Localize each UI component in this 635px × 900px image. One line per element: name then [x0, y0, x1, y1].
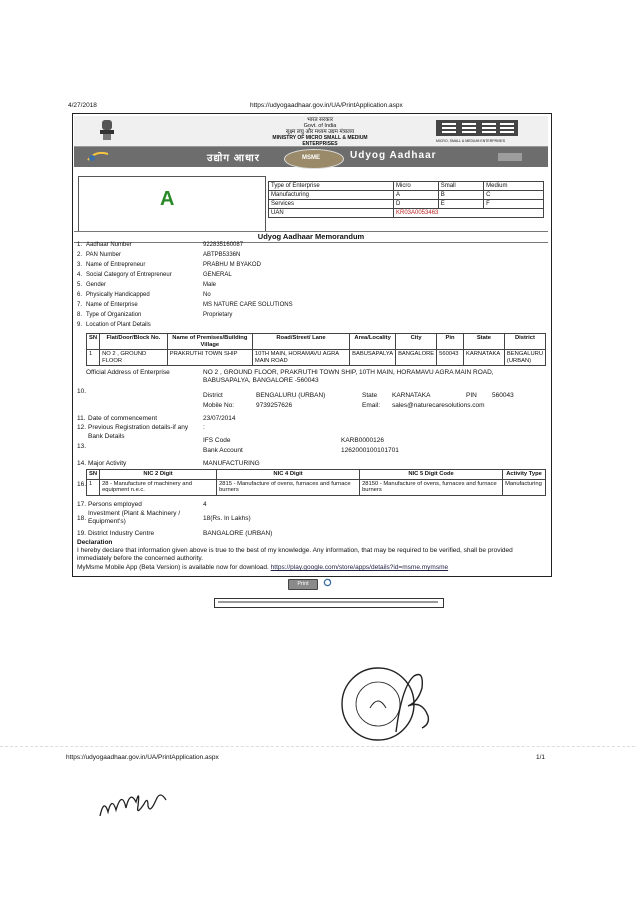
field-label: Aadhaar Number: [86, 242, 132, 248]
field-value: GENERAL: [203, 272, 232, 278]
field-label: Location of Plant Details: [86, 322, 151, 328]
app-note: [77, 564, 543, 572]
field-number: 4.: [77, 272, 83, 278]
bank-account-value: 1262000100101701: [341, 447, 399, 454]
ifs-value: KARB0000126: [341, 437, 385, 444]
field-number: 5.: [77, 282, 83, 288]
national-emblem-icon: [96, 118, 118, 142]
table-row: [87, 479, 546, 495]
table-cell: Type of Enterprise: [269, 182, 394, 191]
field-number: 7.: [77, 302, 83, 308]
bank-account-label: Bank Account: [203, 447, 243, 454]
table-cell: 560043: [437, 350, 464, 366]
table-cell: 1: [87, 350, 100, 366]
dic-num: 19.: [77, 530, 87, 537]
mobile-value: 9739257626: [256, 402, 293, 409]
table-header: Area/Locality: [350, 334, 396, 350]
official-address: NO 2 , GROUND FLOOR, PRAKRUTHI TOWN SHIP, 10TH MAIN, HORAMAVU AGRA MAIN ROAD, BABUSAPALYA, BANGALORE -560043: [203, 369, 494, 384]
enterprise-type-table: [268, 181, 544, 218]
app-download-link[interactable]: https://play.google.com/store/apps/details?id=msme.mymsme: [270, 564, 449, 571]
table-header: SN: [87, 334, 100, 350]
memorandum-title: Udyog Aadhaar Memorandum: [74, 231, 548, 243]
field-value: 922835160087: [203, 242, 244, 248]
app-note-text: MyMsme Mobile App (Beta Version) is available now for download.: [77, 564, 269, 571]
plant-location-table: [86, 333, 546, 366]
print-date: 4/27/2018: [68, 102, 97, 109]
major-activity-label: Major Activity: [88, 460, 127, 467]
table-header-row: [87, 334, 546, 350]
banner-badge-text: MSME: [302, 155, 320, 161]
field-number: 3.: [77, 262, 83, 268]
nic-activity-table: [86, 469, 546, 496]
table-cell: KARNATAKA: [463, 350, 504, 366]
gov-line-hindi: भारत सरकार: [306, 117, 334, 123]
table-cell: Services: [269, 200, 394, 209]
msme-subtitle: MICRO, SMALL & MEDIUM ENTERPRISES: [436, 139, 506, 143]
official-address-num: 10.: [77, 388, 87, 395]
table-cell: Manufacturing: [269, 191, 394, 200]
pin-value: 560043: [492, 392, 514, 399]
banner-title-english: Udyog Aadhaar: [350, 150, 437, 161]
persons-num: 17.: [77, 501, 87, 508]
field-number: 9.: [77, 322, 83, 328]
table-cell: BABUSAPALYA: [350, 350, 396, 366]
field-value: ABTPB5336N: [203, 252, 241, 258]
table-cell: 10TH MAIN, HORAMAVU AGRA MAIN ROAD: [252, 350, 349, 366]
table-header: District: [504, 334, 545, 350]
major-activity-value: MANUFACTURING: [203, 460, 260, 467]
print-url: https://udyogaadhaar.gov.in/UA/PrintApplication.aspx: [250, 102, 403, 109]
investment-label: Investment (Plant & Machinery / Equipment's): [88, 510, 181, 525]
field-label: Name of Enterprise: [86, 302, 138, 308]
table-cell: E: [438, 200, 483, 209]
prev-reg-value: :: [203, 424, 205, 431]
field-number: 2.: [77, 252, 83, 258]
prev-reg-label: Previous Registration details-if any: [88, 424, 189, 431]
field-value: MS NATURE CARE SOLUTIONS: [203, 302, 293, 308]
persons-value: 4: [203, 501, 207, 508]
uan-label: UAN: [269, 209, 394, 218]
major-activity-num: 14.: [77, 460, 87, 467]
table-cell: NO 2 , GROUND FLOOR: [100, 350, 168, 366]
investment-num: 18.: [77, 515, 87, 522]
email-label: Email:: [362, 402, 381, 409]
banner-title-hindi: उद्योग आधार: [207, 153, 260, 164]
table-row: [87, 350, 546, 366]
official-address-label: Official Address of Enterprise: [86, 369, 170, 376]
field-label: PAN Number: [86, 252, 121, 258]
declaration-text: I hereby declare that information given above is true to the best of my knowledge. Any information, that may be required to be verified, shall be provided immediately before the concerned authority.: [77, 547, 513, 562]
activity-num: 16.: [77, 481, 87, 488]
table-header: NIC 5 Digit Code: [360, 470, 503, 480]
field-number: 6.: [77, 292, 83, 298]
field-number: 1.: [77, 242, 83, 248]
table-cell: Micro: [394, 182, 439, 191]
commence-num: 11.: [77, 415, 86, 422]
district-value: BENGALURU (URBAN): [256, 392, 326, 399]
field-value: Proprietary: [203, 312, 233, 318]
field-label: Name of Entrepreneur: [86, 262, 146, 268]
commence-value: 23/07/2014: [203, 415, 236, 422]
msme-logo-icon: [436, 118, 518, 138]
table-header-row: [87, 470, 546, 480]
table-cell: 2815 - Manufacture of ovens, furnaces and furnace burners: [217, 479, 360, 495]
investment-value: 18(Rs. In Lakhs): [203, 515, 251, 522]
dic-value: BANGALORE (URBAN): [203, 530, 273, 537]
signature-icon: [98, 786, 170, 826]
scrollbar-track[interactable]: [214, 598, 444, 608]
state-label: State: [362, 392, 378, 399]
table-header: Name of Premises/Building Village: [167, 334, 252, 350]
pin-label: PIN: [466, 392, 477, 399]
district-label: District: [203, 392, 223, 399]
table-header: City: [396, 334, 437, 350]
table-cell: Small: [438, 182, 483, 191]
enterprise-grade: A: [160, 188, 175, 210]
ministry-english: MINISTRY OF MICRO SMALL & MEDIUM ENTERPRISES: [272, 135, 368, 147]
field-label: Gender: [86, 282, 107, 288]
gov-line-english: Govt. of India: [303, 123, 337, 129]
table-cell: Manufacturing: [503, 479, 546, 495]
footer-page-number: 1/1: [536, 754, 546, 761]
table-header: NIC 2 Digit: [100, 470, 217, 480]
table-cell: 1: [87, 479, 100, 495]
field-label: Type of Organization: [86, 312, 142, 318]
table-cell: PRAKRUTHI TOWN SHIP: [167, 350, 252, 366]
table-cell: BENGALURU (URBAN): [504, 350, 545, 366]
footer-url: https://udyogaadhaar.gov.in/UA/PrintApplication.aspx: [66, 754, 219, 761]
ifs-label: IFS Code: [203, 437, 231, 444]
persons-label: Persons employed: [88, 501, 142, 508]
declaration-title: Declaration: [77, 539, 113, 546]
table-cell: D: [394, 200, 439, 209]
table-cell: BANGALORE: [396, 350, 437, 366]
table-header: Flat/Door/Block No.: [100, 334, 168, 350]
ministry-title: [260, 117, 380, 147]
table-cell: C: [484, 191, 544, 200]
table-cell: A: [394, 191, 439, 200]
field-value: No: [203, 292, 211, 298]
commence-label: Date of commencement: [88, 415, 158, 422]
bank-num: 13.: [77, 443, 87, 450]
print-button[interactable]: Print: [288, 579, 318, 590]
table-cell: Medium: [484, 182, 544, 191]
dic-label: District Industry Centre: [88, 530, 155, 537]
table-row: [269, 182, 544, 191]
company-stamp-icon: [330, 656, 450, 746]
mobile-label: Mobile No:: [203, 402, 235, 409]
swoosh-logo-icon: [86, 150, 110, 164]
table-header: Pin: [437, 334, 464, 350]
field-value: PRABHU M BYAKOD: [203, 262, 261, 268]
field-label: Social Category of Entrepreneur: [86, 272, 172, 278]
table-header: State: [463, 334, 504, 350]
table-row: [269, 191, 544, 200]
table-row: [269, 209, 544, 218]
email-value: sales@naturecaresolutions.com: [392, 402, 485, 409]
uan-value: KR03A0053463: [394, 209, 544, 218]
table-header: NIC 4 Digit: [217, 470, 360, 480]
table-cell: F: [484, 200, 544, 209]
table-header: Road/Street/ Lane: [252, 334, 349, 350]
field-label: Physically Handicapped: [86, 292, 150, 298]
table-cell: 28150 - Manufacture of ovens, furnaces and furnace burners: [360, 479, 503, 495]
state-value: KARNATAKA: [392, 392, 431, 399]
bank-label: Bank Details: [88, 433, 125, 440]
field-number: 8.: [77, 312, 83, 318]
table-cell: 28 - Manufacture of machinery and equipment n.e.c.: [100, 479, 217, 495]
table-header: SN: [87, 470, 100, 480]
page-divider: [0, 746, 635, 747]
table-row: [269, 200, 544, 209]
ministry-hindi: सूक्ष्म लघु और मध्यम उद्यम मंत्रालय: [285, 129, 355, 135]
refresh-icon[interactable]: [323, 578, 332, 587]
prev-reg-num: 12.: [77, 424, 87, 431]
table-header: Activity Type: [503, 470, 546, 480]
field-value: Male: [203, 282, 217, 288]
banner-right-badge: [498, 153, 522, 161]
table-cell: B: [438, 191, 483, 200]
scrollbar-thumb[interactable]: [218, 601, 438, 603]
